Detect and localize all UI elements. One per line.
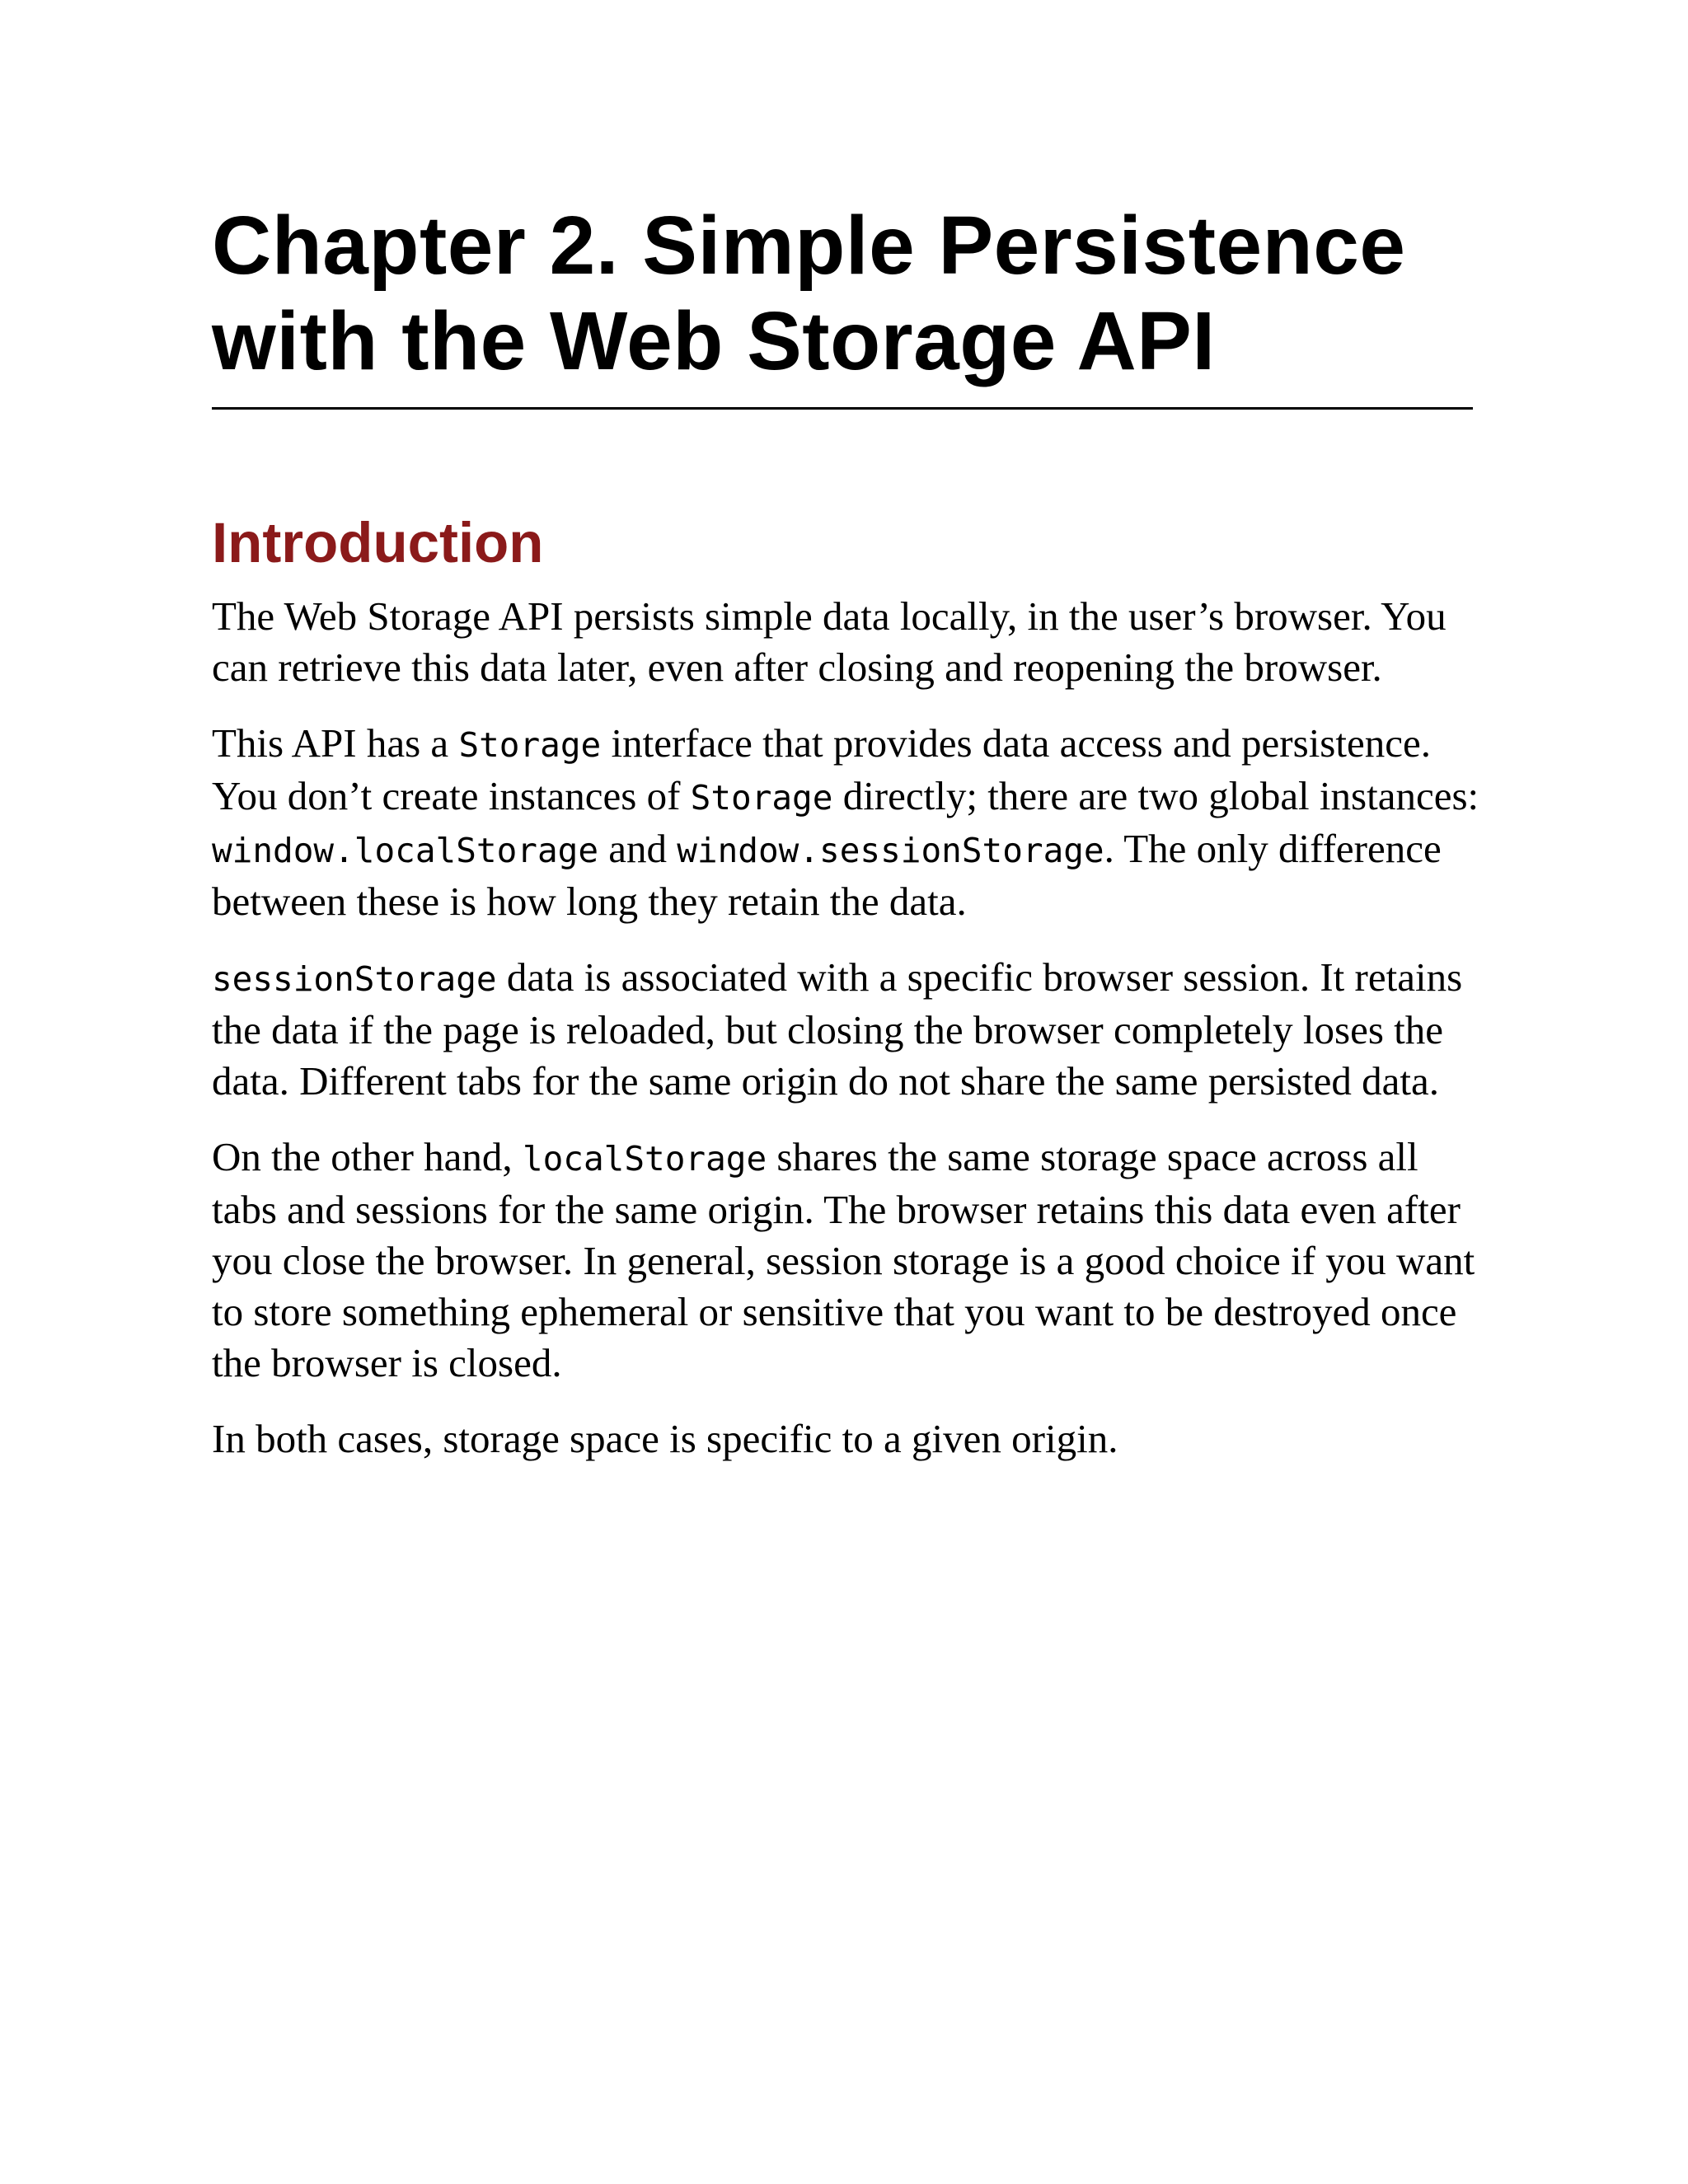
section-heading-introduction: Introduction (212, 511, 544, 574)
code-storage-2: Storage (690, 778, 833, 818)
book-page (212, 198, 1479, 1465)
paragraph-1: The Web Storage API persists simple data locally, in the user’s browser. You can retrieve this data later, even after closing and reopening the browser. (212, 593, 1447, 690)
code-localstorage: localStorage (522, 1139, 767, 1179)
paragraph-2-text-2: interface that provides data access and persistence. You don’t create instances of (212, 720, 1431, 818)
chapter-title (212, 198, 1473, 389)
code-sessionstorage: sessionStorage (212, 959, 497, 999)
paragraph-4-text-2: shares the same storage space across all tabs and sessions for the same origin. The browser retains this data even after you close the browser. In general, session storage is a good choice if you want to store something ephemeral or sensitive that you want to be destroyed once the browser is closed. (212, 1134, 1475, 1385)
paragraph-5: In both cases, storage space is specific to a given origin. (212, 1416, 1118, 1461)
paragraph-2-text-3: directly; there are two global instances: (832, 773, 1479, 818)
code-window-sessionstorage: window.sessionStorage (677, 831, 1104, 870)
paragraph-3-text-1: data is associated with a specific browser session. It retains the data if the page is reloaded, but closing the browser completely loses the data. Different tabs for the same origin do not share the same persisted data. (212, 954, 1463, 1104)
paragraph-2-text-1: This API has a (212, 720, 459, 766)
paragraph-2 (212, 718, 1481, 927)
paragraph-2-text-5: . The only difference between these is how long they retain the data. (212, 826, 1442, 924)
paragraph-3 (212, 952, 1481, 1107)
paragraph-2-text-4: and (598, 826, 678, 871)
chapter-title-rule (212, 407, 1473, 410)
code-storage-1: Storage (458, 725, 602, 765)
paragraph-4-text-1: On the other hand, (212, 1134, 523, 1179)
chapter-title-line-1: Chapter 2. Simple Persistence (212, 199, 1406, 292)
chapter-title-line-2: with the Web Storage API (212, 295, 1216, 387)
code-window-localstorage: window.localStorage (212, 831, 598, 870)
paragraph-4 (212, 1132, 1481, 1389)
